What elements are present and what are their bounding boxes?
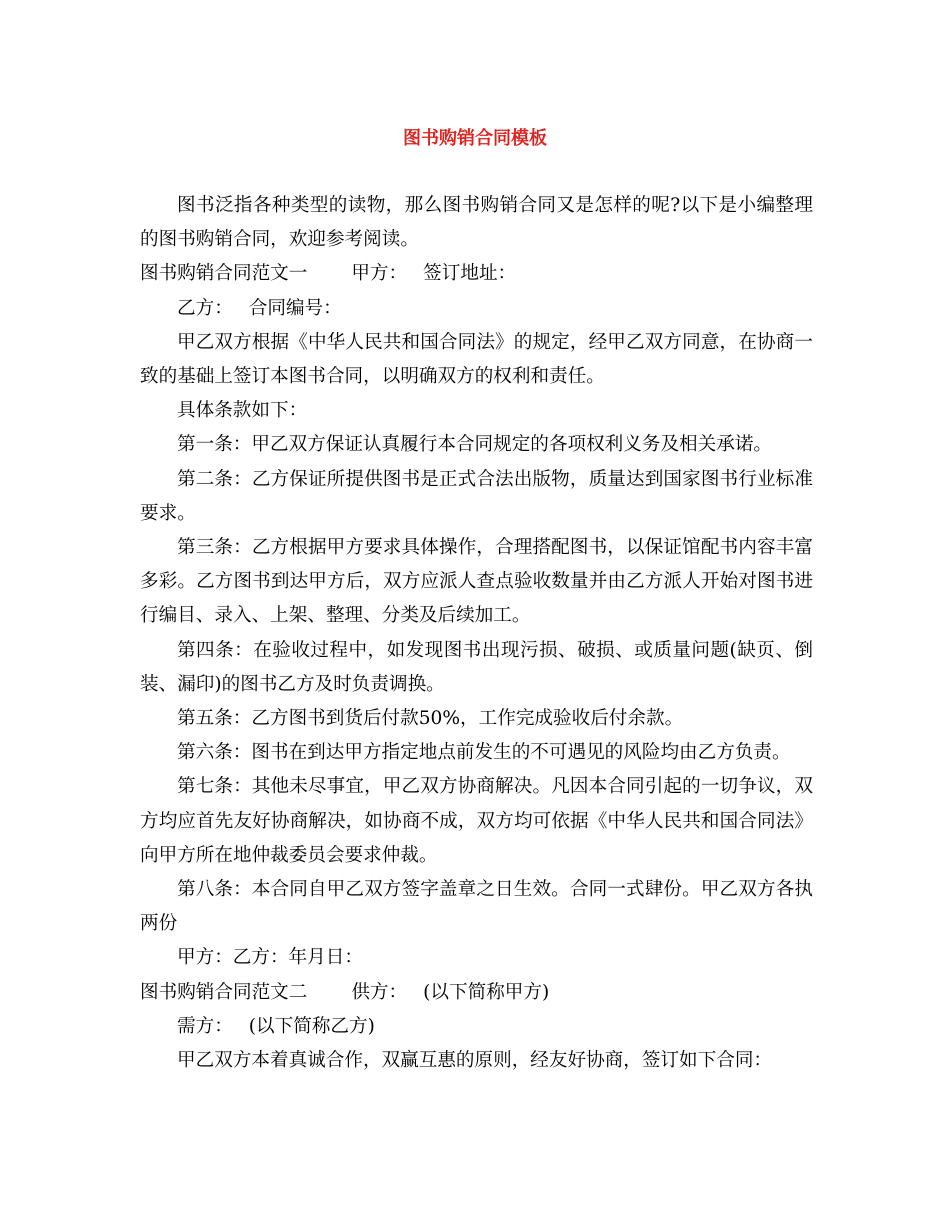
clause-7: 第七条：其他未尽事宜，甲乙双方协商解决。凡因本合同引起的一切争议，双方均应首先友好协商解决，如协商不成，双方均可依据《中华人民共和国合同法》向甲方所在地仲裁委员会要求仲裁。 — [140, 776, 813, 866]
clause-6: 第六条：图书在到达甲方指定地点前发生的不可遇见的风险均由乙方负责。 — [177, 742, 791, 764]
sample1-heading: 图书购销合同范文一 — [140, 263, 308, 285]
signature-line: 甲方：乙方：年月日： — [177, 947, 363, 969]
clause-5: 第五条：乙方图书到货后付款50%，工作完成验收后付余款。 — [177, 708, 684, 730]
contract-no-label: 合同编号： — [248, 297, 342, 319]
buyer-note: (以下简称乙方) — [248, 1015, 375, 1037]
supplier-note: (以下简称甲方) — [423, 981, 550, 1003]
clause-3: 第三条：乙方根据甲方要求具体操作，合理搭配图书，以保证馆配书内容丰富多彩。乙方图书到达甲方后，双方应派人查点验收数量并由乙方派人开始对图书进行编目、录入、上架、整理、分类及后续加工。 — [140, 537, 813, 627]
sample2-heading-line — [140, 976, 813, 1010]
party-b-label: 乙方： — [177, 297, 233, 319]
sign-place-label: 签订地址： — [423, 263, 517, 285]
sample1-heading-line — [140, 257, 813, 291]
clause-1: 第一条：甲乙双方保证认真履行本合同规定的各项权利义务及相关承诺。 — [177, 434, 773, 456]
intro-paragraph: 图书泛指各种类型的读物，那么图书购销合同又是怎样的呢?以下是小编整理的图书购销合同，欢迎参考阅读。 — [140, 195, 813, 251]
clause-2: 第二条：乙方保证所提供图书是正式合法出版物，质量达到国家图书行业标准要求。 — [140, 468, 813, 524]
buyer-line — [140, 1010, 813, 1044]
sample2-heading: 图书购销合同范文二 — [140, 981, 308, 1003]
sample2-preamble: 甲乙双方本着真诚合作，双赢互惠的原则，经友好协商，签订如下合同： — [177, 1050, 773, 1072]
clause-8: 第八条：本合同自甲乙双方签字盖章之日生效。合同一式肆份。甲乙双方各执两份 — [140, 879, 813, 935]
document-body — [140, 189, 813, 1078]
document-title: 图书购销合同模板 — [403, 128, 547, 149]
terms-intro: 具体条款如下： — [177, 400, 308, 422]
clause-4: 第四条：在验收过程中，如发现图书出现污损、破损、或质量问题(缺页、倒装、漏印)的图书乙方及时负责调换。 — [140, 639, 813, 695]
party-a-label: 甲方： — [351, 263, 408, 285]
sample1-preamble: 甲乙双方根据《中华人民共和国合同法》的规定，经甲乙双方同意，在协商一致的基础上签订本图书合同，以明确双方的权利和责任。 — [140, 331, 813, 388]
buyer-label: 需方： — [177, 1015, 233, 1037]
supplier-label: 供方： — [351, 981, 408, 1003]
party-b-line — [140, 292, 813, 326]
